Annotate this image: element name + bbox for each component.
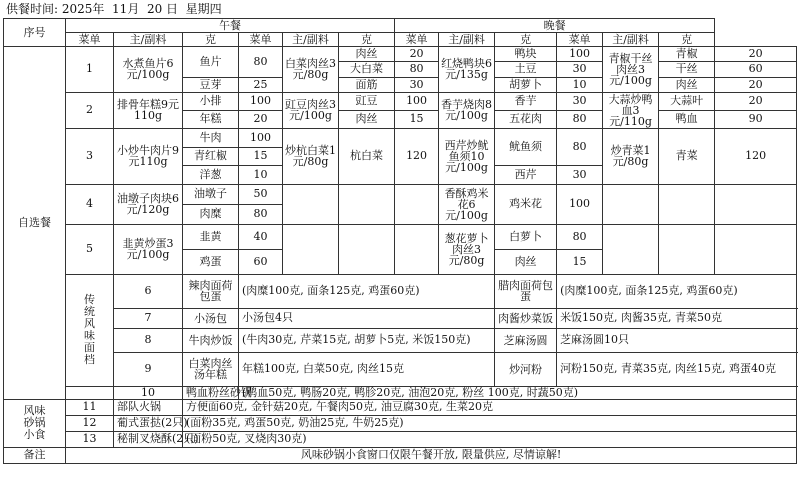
gram-cell: 20 (715, 47, 797, 62)
ingredient-cell: 肉丝 (659, 77, 715, 92)
dish-name: 小炒牛肉片9元110g (114, 128, 183, 184)
dish-name: 鸭血粉丝砂锅 (183, 386, 239, 399)
service-date-header (6, 1, 222, 18)
ingredient-cell: 鸭血 (659, 110, 715, 128)
ingredient-cell: 大白菜 (339, 62, 395, 77)
section-label-chuantong: 传统风味面档 (66, 274, 114, 386)
dish-name: 油墩子肉块6元/120g (114, 184, 183, 224)
ingredient-cell: 青红椒 (183, 147, 239, 166)
ingredient-cell: 年糕 (183, 110, 239, 128)
ingredient-cell: 洋葱 (183, 166, 239, 185)
ingredients-text: (面粉50克, 叉烧肉30克) (183, 431, 797, 447)
dish-col-header: 菜单 (239, 33, 283, 47)
gram-cell: 50 (239, 184, 283, 204)
row-number: 4 (66, 184, 114, 224)
ingredients-text: (面粉35克, 鸡蛋50克, 奶油25克, 牛奶25克) (183, 415, 797, 431)
ingredient-cell: 鱼片 (183, 47, 239, 78)
empty-cell (659, 184, 715, 224)
empty-cell (715, 184, 797, 224)
dish-name: 白菜肉丝汤年糕 (183, 352, 239, 386)
gram-cell: 30 (395, 77, 439, 92)
ingredient-col-header: 主/副料 (114, 33, 183, 47)
ingredient-cell: 肉丝 (339, 47, 395, 62)
ingredient-cell: 豆芽 (183, 77, 239, 92)
dish-name: 香芋烧肉8元/100g (439, 92, 495, 128)
gram-cell: 10 (557, 77, 603, 92)
ingredient-cell: 香芋 (495, 92, 557, 110)
dish-name: 排骨年糕9元110g (114, 92, 183, 128)
gram-cell: 20 (715, 77, 797, 92)
note-text: 风味砂锅小食窗口仅限午餐开放, 限量供应, 尽情谅解! (66, 447, 797, 463)
gram-cell: 15 (557, 249, 603, 274)
gram-cell: 120 (715, 128, 797, 184)
dish-name: 牛肉炒饭 (183, 328, 239, 352)
dish-name: 腊肉面荷包蛋 (495, 274, 557, 308)
gram-cell: 100 (239, 128, 283, 147)
ingredients-text: (鸭血50克, 鸭肠20克, 鸭胗20克, 油泡20克, 粉丝 100克, 时蔬50克) (239, 386, 797, 399)
ingredient-cell: 干丝 (659, 62, 715, 77)
dish-name: 部队火锅 (114, 399, 183, 415)
gram-cell: 80 (557, 110, 603, 128)
ingredient-cell: 韭黄 (183, 224, 239, 249)
ingredients-text: 米饭150克, 肉酱35克, 青菜50克 (557, 308, 797, 328)
gram-cell: 80 (395, 62, 439, 77)
ingredients-text: (牛肉30克, 芹菜15克, 胡萝卜5克, 米饭150克) (239, 328, 495, 352)
dish-name: 秘制叉烧酥(2只) (114, 431, 183, 447)
ingredient-col-header: 主/副料 (283, 33, 339, 47)
ingredient-cell: 小排 (183, 92, 239, 110)
gram-cell: 80 (239, 47, 283, 78)
gram-cell: 120 (395, 128, 439, 184)
gram-cell: 20 (395, 47, 439, 62)
dish-name: 辣肉面荷包蛋 (183, 274, 239, 308)
dish-name: 炒青菜1元/80g (603, 128, 659, 184)
row-number: 6 (114, 274, 183, 308)
dish-name: 韭黄炒蛋3元/100g (114, 224, 183, 274)
section-label-fengwei: 风味砂锅小食 (4, 399, 66, 447)
ingredient-cell: 青菜 (659, 128, 715, 184)
section-label-zixuan: 自选餐 (4, 47, 66, 400)
dish-name: 红烧鸭块6元/135g (439, 47, 495, 93)
lunch-header: 午餐 (66, 19, 395, 33)
ingredient-cell: 大蒜叶 (659, 92, 715, 110)
date-label: 供餐时间: (6, 2, 59, 16)
ingredient-cell: 肉丝 (495, 249, 557, 274)
dish-name: 大蒜炒鸭血3元/110g (603, 92, 659, 128)
dish-name: 炒杭白菜1元/80g (283, 128, 339, 184)
note-label: 备注 (4, 447, 66, 463)
ingredients-text: 河粉150克, 青菜35克, 肉丝15克, 鸡蛋40克 (557, 352, 797, 386)
ingredient-cell: 面筋 (339, 77, 395, 92)
gram-cell: 100 (557, 47, 603, 62)
gram-cell: 10 (239, 166, 283, 185)
gram-cell: 80 (239, 204, 283, 224)
ingredient-cell: 白萝卜 (495, 224, 557, 249)
ingredient-cell: 豇豆 (339, 92, 395, 110)
ingredient-cell: 土豆 (495, 62, 557, 77)
gram-cell: 30 (557, 92, 603, 110)
ingredient-cell: 肉丝 (339, 110, 395, 128)
gram-cell: 60 (239, 249, 283, 274)
row-number: 2 (66, 92, 114, 128)
empty-cell (283, 184, 339, 224)
gram-cell: 40 (239, 224, 283, 249)
row-number: 5 (66, 224, 114, 274)
empty-cell (339, 184, 395, 224)
ingredient-cell: 西芹 (495, 166, 557, 185)
empty-cell (395, 224, 439, 274)
ingredients-text: 芝麻汤圆10只 (557, 328, 797, 352)
gram-cell: 20 (239, 110, 283, 128)
gram-cell: 20 (715, 92, 797, 110)
ingredient-cell: 胡萝卜 (495, 77, 557, 92)
dinner-header: 晚餐 (395, 19, 715, 33)
ingredients-text: 年糕100克, 白菜50克, 肉丝15克 (239, 352, 495, 386)
ingredient-cell: 牛肉 (183, 128, 239, 147)
ingredient-cell: 鸭块 (495, 47, 557, 62)
gram-cell: 30 (557, 166, 603, 185)
row-number: 12 (66, 415, 114, 431)
dish-name: 葱花萝卜肉丝3元/80g (439, 224, 495, 274)
row-number: 9 (114, 352, 183, 386)
empty-cell (603, 184, 659, 224)
ingredient-cell: 鸡蛋 (183, 249, 239, 274)
empty-cell (715, 224, 797, 274)
dish-name: 香酥鸡米花6元/100g (439, 184, 495, 224)
ingredient-col-header: 主/副料 (439, 33, 495, 47)
ingredients-text: (肉糜100克, 面条125克, 鸡蛋60克) (557, 274, 797, 308)
ingredient-cell: 五花肉 (495, 110, 557, 128)
row-number: 11 (66, 399, 114, 415)
row-number: 13 (66, 431, 114, 447)
empty-cell (339, 224, 395, 274)
row-number: 3 (66, 128, 114, 184)
ingredient-cell: 鱿鱼须 (495, 128, 557, 165)
gram-cell: 100 (395, 92, 439, 110)
gram-cell: 90 (715, 110, 797, 128)
gram-cell: 25 (239, 77, 283, 92)
dish-col-header: 菜单 (557, 33, 603, 47)
dish-name: 芝麻汤圆 (495, 328, 557, 352)
dish-name: 葡式蛋挞(2只) (114, 415, 183, 431)
menu-table (3, 18, 797, 464)
gram-cell: 15 (395, 110, 439, 128)
gram-cell: 100 (239, 92, 283, 110)
ingredient-col-header: 主/副料 (603, 33, 659, 47)
dish-name: 肉酱炒菜饭 (495, 308, 557, 328)
gram-col-header: 克 (495, 33, 557, 47)
empty-cell (603, 224, 659, 274)
dish-name: 西芹炒鱿鱼须10元/100g (439, 128, 495, 184)
gram-cell: 80 (557, 128, 603, 165)
dish-name: 白菜肉丝3元/80g (283, 47, 339, 93)
gram-col-header: 克 (183, 33, 239, 47)
dish-col-header: 菜单 (66, 33, 114, 47)
dish-name: 炒河粉 (495, 352, 557, 386)
row-number: 7 (114, 308, 183, 328)
empty-cell (395, 184, 439, 224)
dish-name: 豇豆肉丝3元/100g (283, 92, 339, 128)
dish-name: 水煮鱼片6元/100g (114, 47, 183, 93)
gram-cell: 60 (715, 62, 797, 77)
ingredient-cell: 杭白菜 (339, 128, 395, 184)
gram-cell: 30 (557, 62, 603, 77)
ingredient-cell: 青椒 (659, 47, 715, 62)
date-value: 2025年 11月 20 日 星期四 (61, 2, 222, 16)
empty-cell (66, 386, 114, 399)
gram-cell: 80 (557, 224, 603, 249)
gram-cell: 100 (557, 184, 603, 224)
gram-cell: 15 (239, 147, 283, 166)
seq-header: 序号 (4, 19, 66, 47)
dish-name: 小汤包 (183, 308, 239, 328)
ingredients-text: (肉糜100克, 面条125克, 鸡蛋60克) (239, 274, 495, 308)
ingredients-text: 方便面60克, 金针菇20克, 午餐肉50克, 油豆腐30克, 生菜20克 (183, 399, 797, 415)
ingredient-cell: 油墩子 (183, 184, 239, 204)
dish-name: 青椒干丝肉丝3元/100g (603, 47, 659, 93)
empty-cell (659, 224, 715, 274)
gram-col-header: 克 (339, 33, 395, 47)
row-number: 10 (114, 386, 183, 399)
ingredient-cell: 鸡米花 (495, 184, 557, 224)
ingredients-text: 小汤包4只 (239, 308, 495, 328)
ingredient-cell: 肉糜 (183, 204, 239, 224)
row-number: 8 (114, 328, 183, 352)
empty-cell (283, 224, 339, 274)
gram-col-header: 克 (659, 33, 715, 47)
row-number: 1 (66, 47, 114, 93)
dish-col-header: 菜单 (395, 33, 439, 47)
